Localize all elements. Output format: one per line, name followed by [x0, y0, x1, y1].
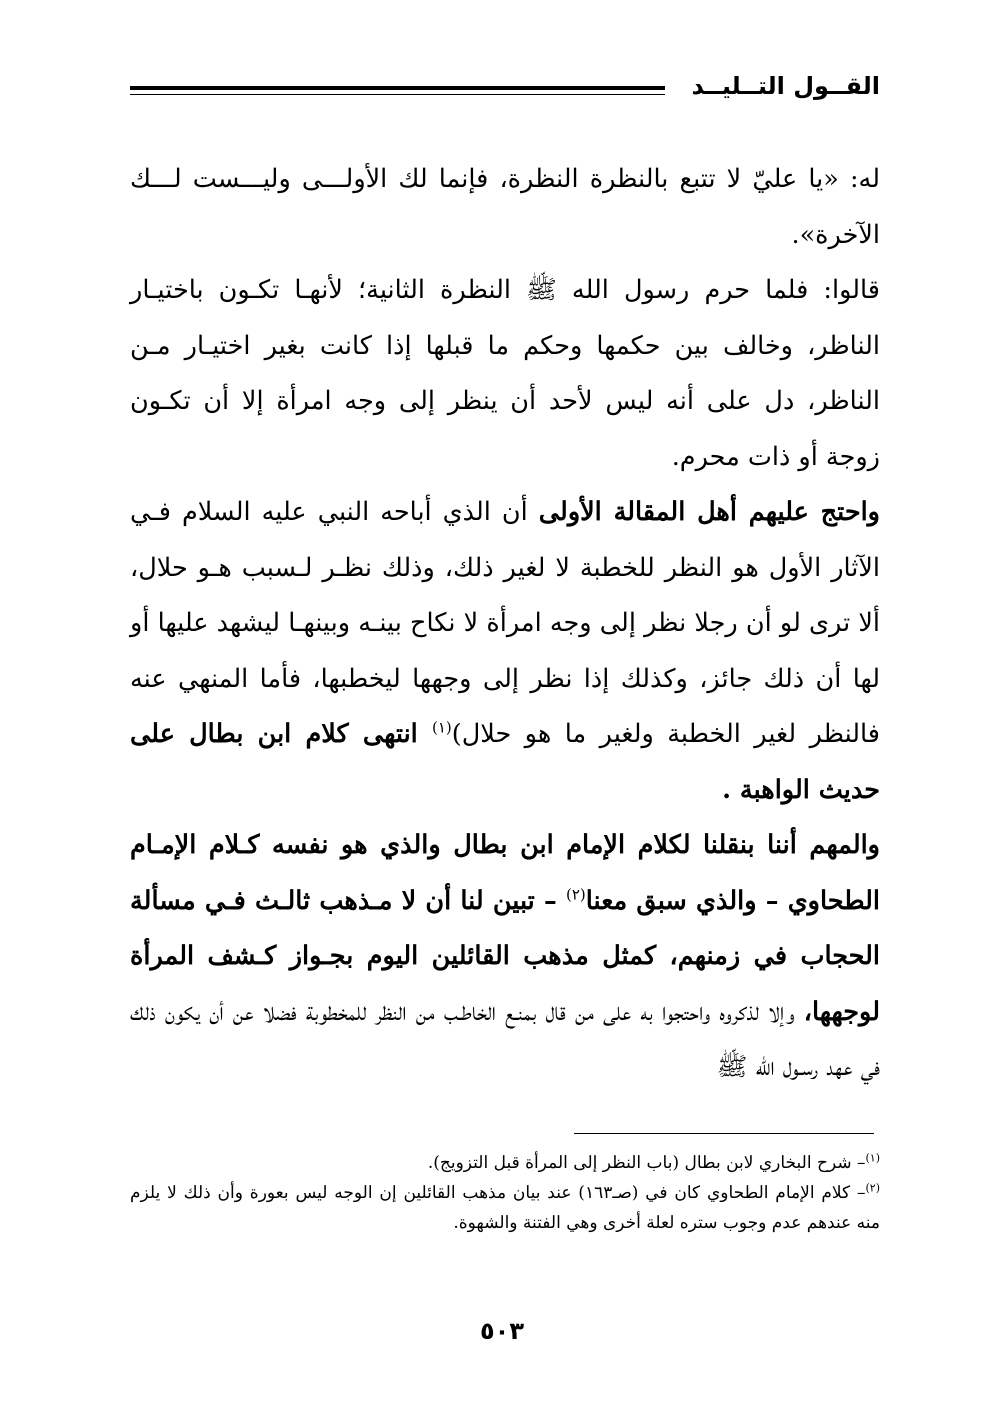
bold-phrase: والمهم أننا بنقلنا لكلام الإمام ابن بطال والذي هو نفسه كـلام الإمـام الطحاوي – والذي سبق معنا	[130, 830, 880, 916]
paragraph-4-text: وإلا لذكروه واحتجوا به على من قال بمنـع الخاطـب من النظر للمخطوبة فضلا عن أن يكون ذلك في عهد رسـول الله ﷺ	[130, 996, 880, 1082]
footnote-ref-1[interactable]: (١)	[431, 718, 452, 737]
page-number: ٥٠٣	[480, 1317, 524, 1345]
paragraph-4	[130, 818, 880, 1096]
paragraph-3-text: أن الذي أباحه النبي عليه السلام فـي الآثار الأول هو النظر للخطبة لا لغير ذلك، وذلك نظـر لـسبب هـو حلال، ألا ترى لو أن رجلا نظر إلى وجه امرأة لا نكاح بينـه وبينهـا ليشهد عليها أو لها أن ذلك جائز، وكذلك إذا نظر إلى وجهها ليخطبها، فأما المنهي عنه فالنظر لغير الخطبة ولغير ما هو حلال)	[130, 497, 880, 749]
footnote-1-text: – شرح البخاري لابن بطال (باب النظر إلى المرأة قبل التزويج).	[427, 1153, 866, 1173]
paragraph-1: له: «يا عليّ لا تتبع بالنظرة النظرة، فإنما لك الأولـــى وليـــست لـــك الآخرة».	[130, 164, 880, 250]
bold-phrase: انتهى كلام ابن بطال على حديث الواهبة .	[130, 719, 880, 805]
paragraph-3	[130, 485, 880, 818]
paragraph-2: قالوا: فلما حرم رسول الله ﷺ النظرة الثانية؛ لأنهـا تكـون باختيـار الناظر، وخالف بين حكمها وحكم ما قبلها إذا كانت بغير اختيـار مـن الناظر، دل على أنه ليس لأحد أن ينظر إلى وجه امرأة إلا أن تكـون زوجة أو ذات محرم.	[130, 275, 880, 472]
header-title: القــول التــليــد	[691, 72, 880, 100]
bold-phrase: – تبين لنا أن لا مـذهب ثالـث فـي مسألة الحجاب في زمنهم، كمثل مذهب القائلين اليوم بجـواز كـشف المرأة لوجهها،	[130, 885, 880, 1027]
running-header	[130, 70, 880, 120]
footnote-2-text: – كلام الإمام الطحاوي كان في (صـ١٦٣) عند بيان مذهب القائلين إن الوجه ليس بعورة وأن ذلك لا يلزم منه عندهم عدم وجوب ستره لعلة أخرى وهي الفتنة والشهوة.	[130, 1183, 880, 1233]
bold-phrase: واحتج عليهم أهل المقالة الأولى	[538, 497, 880, 527]
footnote-2-mark: (٢)	[865, 1181, 880, 1195]
footnote-separator	[574, 1133, 874, 1134]
footnote-ref-2[interactable]: (٢)	[566, 885, 586, 903]
footnote-2	[130, 1178, 880, 1238]
footnotes	[130, 1148, 880, 1238]
main-text	[130, 152, 880, 1096]
footnote-1	[130, 1148, 880, 1178]
header-rule	[130, 86, 665, 95]
footnote-1-mark: (١)	[865, 1151, 880, 1165]
